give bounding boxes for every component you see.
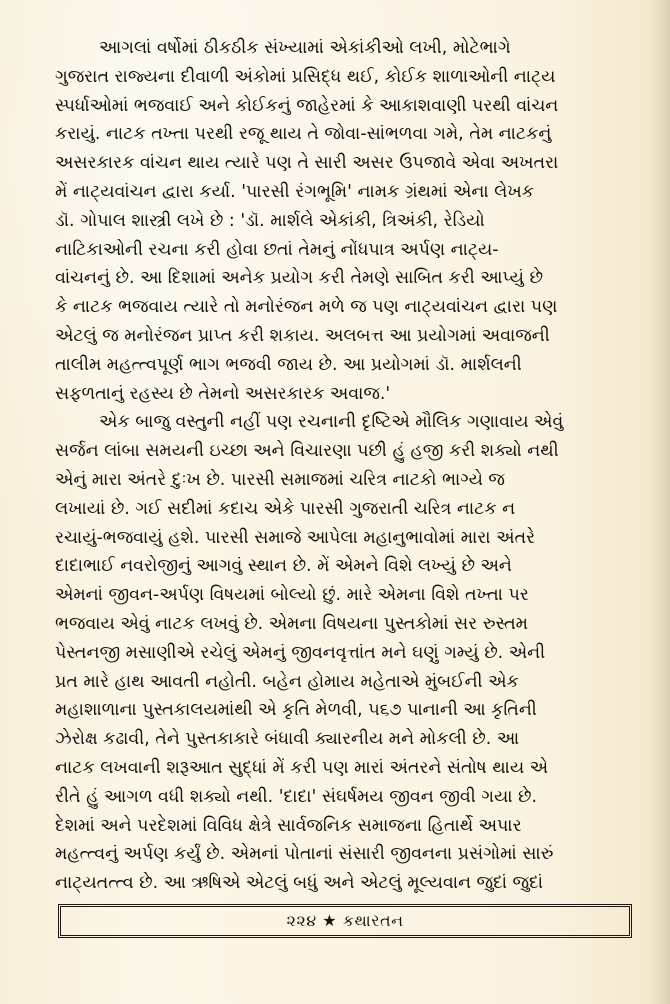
- text-line: એક બાજુ વસ્તુની નહીં પણ રચનાની દૃષ્ટિએ મૌલિક ગણાવાય એવું: [99, 412, 564, 433]
- footer-text: ૨૨૪ ★ કથારતન: [286, 911, 404, 930]
- text-line: કરાયું. નાટક તખ્તા પરથી રજૂ થાય તે જોવા-સાંભળવા ગમે, તેમ નાટકનું: [55, 124, 552, 145]
- text-line: મહાશાળાના પુસ્તકાલયમાંથી એ કૃતિ મેળવી, ૫૬૭ પાનાની આ કૃતિની: [55, 700, 537, 721]
- page-footer: [58, 904, 632, 938]
- text-line: રચાયું-ભજવાયું હશે. પારસી સમાજે આપેલા મહાનુભાવોમાં મારા અંતરે: [55, 527, 536, 548]
- text-line: નાટ્યતત્ત્વ છે. આ ઋષિએ એટલું બધું અને એટલું મૂલ્યવાન જુદાં જુદાં: [55, 873, 543, 894]
- text-line: મહત્ત્વનું અર્પણ કર્યું છે. એમનાં પોતાનાં સંસારી જીવનના પ્રસંગોમાં સારું: [55, 844, 554, 865]
- text-line: એટલું જ મનોરંજન પ્રાપ્ત કરી શકાય. અલબત્ત આ પ્રયોગમાં અવાજની: [55, 325, 550, 346]
- text-line: પ્રત મારે હાથ આવતી નહોતી. બહેન હોમાય મહેતાએ મુંબઈની એક: [55, 671, 519, 692]
- text-line: ઝેરોક્ષ કઢાવી, તેને પુસ્તકાકારે બંધાવી ક્યારનીય મને મોકલી છે. આ: [55, 729, 519, 750]
- text-line: દાદાભાઈ નવરોજીનું આગવું સ્થાન છે. મેં એમને વિશે લખ્યું છે અને: [55, 556, 512, 577]
- text-line: લખાયાં છે. ગઈ સદીમાં કદાચ એકે પારસી ગુજરાતી ચરિત્ર નાટક ન: [55, 498, 516, 519]
- text-line: રીતે હું આગળ વધી શક્યો નથી. 'દાદા' સંઘર્ષમય જીવન જીવી ગયા છે.: [55, 786, 538, 807]
- text-line: એનું મારા અંતરે દુઃખ છે. પારસી સમાજમાં ચરિત્ર નાટકો ભાગ્યે જ: [55, 469, 505, 490]
- text-line: વાંચનનું છે. આ દિશામાં અનેક પ્રયોગ કરી તેમણે સાબિત કરી આપ્યું છે: [55, 268, 543, 289]
- text-line: નાટિકાઓની રચના કરી હોવા છતાં તેમનું નોંધપાત્ર અર્પણ નાટ્ય-: [55, 239, 499, 260]
- text-line: દેશમાં અને પરદેશમાં વિવિધ ક્ષેત્રે સાર્વજનિક સમાજના હિતાર્થે અપાર: [55, 815, 522, 836]
- text-line: મેં નાટ્યવાંચન દ્વારા કર્યા. 'પારસી રંગભૂમિ' નામક ગ્રંથમાં એના લેખક: [55, 181, 534, 202]
- text-line: નાટક લખવાની શરૂઆત સુદ્ધાં મેં કરી પણ મારાં અંતરને સંતોષ થાય એ: [55, 757, 549, 778]
- text-line: અસરકારક વાંચન થાય ત્યારે પણ તે સારી અસર ઉપજાવે એવા અખતરા: [55, 153, 559, 174]
- text-line: સર્જન લાંબા સમયની ઇચ્છા અને વિચારણા પછી હું હજી કરી શક્યો નથી: [55, 441, 559, 462]
- text-line: એમનાં જીવન-અર્પણ વિષયમાં બોલ્યો છું. મારે એમના વિશે તખ્તા પર: [55, 585, 529, 606]
- text-line: ભજવાય એવું નાટક લખવું છે. એમના વિષયના પુસ્તકોમાં સર રુસ્તમ: [55, 613, 528, 634]
- page-body-text: [55, 34, 641, 898]
- text-line: તાલીમ મહત્ત્વપૂર્ણ ભાગ ભજવી જાય છે. આ પ્રયોગમાં ડૉ. માર્શલની: [55, 354, 522, 375]
- text-line: પેસ્તનજી મસાણીએ રચેલું એમનું જીવનવૃત્તાંત મને ઘણું ગમ્યું છે. એની: [55, 642, 546, 663]
- text-line: કે નાટક ભજવાય ત્યારે તો મનોરંજન મળે જ પણ નાટ્યવાંચન દ્વારા પણ: [55, 297, 558, 318]
- page-edge-shadow: [650, 0, 670, 1004]
- text-line: આગલાં વર્ષોમાં ઠીકઠીક સંખ્યામાં એકાંકીઓ લખી, મોટેભાગે: [99, 38, 511, 58]
- text-line: ગુજરાત રાજ્યના દીવાળી અંકોમાં પ્રસિદ્ધ થઈ, કોઈક શાળાઓની નાટ્ય: [55, 66, 556, 87]
- text-line: સ્પર્ધાઓમાં ભજવાઈ અને કોઈકનું જાહેરમાં કે આકાશવાણી પરથી વાંચન: [55, 95, 559, 116]
- text-line: સફળતાનું રહસ્ય છે તેમનો અસરકારક અવાજ.': [55, 383, 391, 404]
- text-line: ડૉ. ગોપાલ શાસ્ત્રી લખે છે : 'ડૉ. માર્શલે એકાંકી, ત્રિઅંકી, રેડિયો: [55, 210, 485, 231]
